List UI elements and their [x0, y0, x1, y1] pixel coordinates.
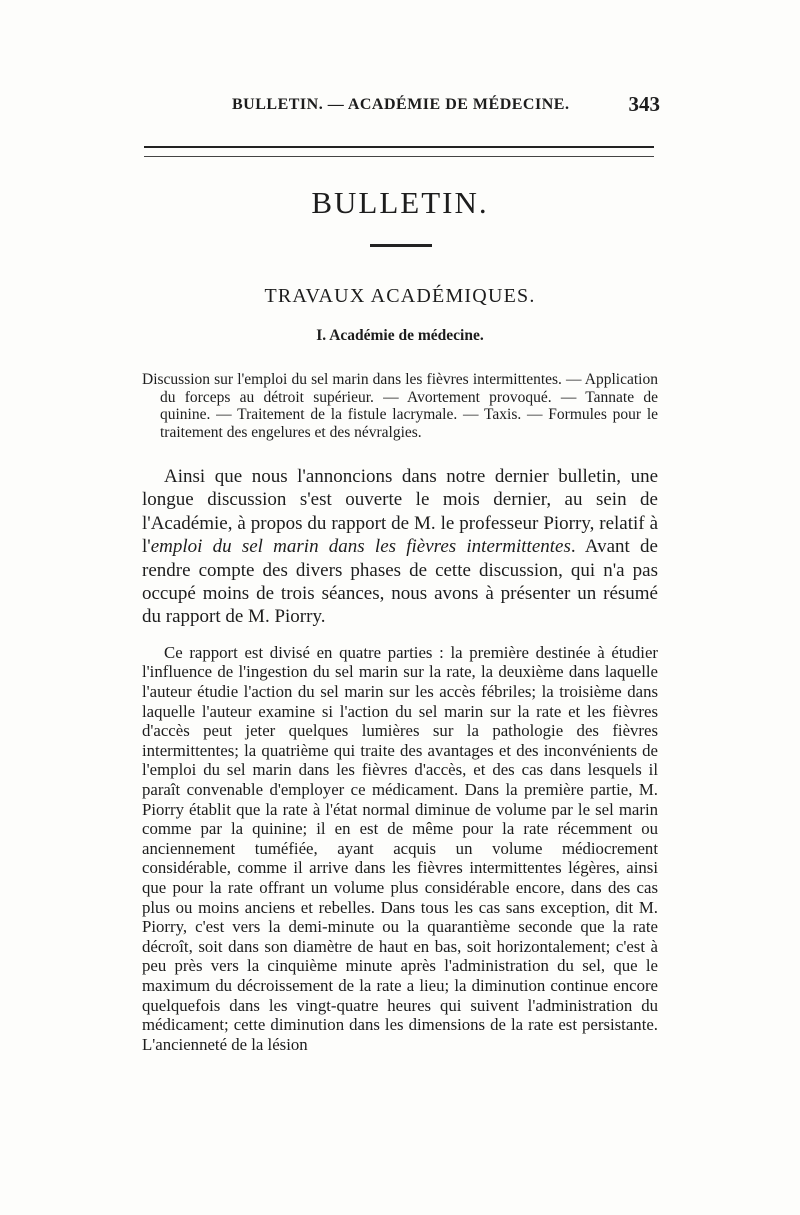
- body-text: [142, 465, 658, 1054]
- page-number: 343: [628, 92, 660, 116]
- subsection-title: I. Académie de médecine.: [316, 327, 484, 344]
- paragraph-1: [142, 465, 658, 629]
- paragraph-1-part-2: . Avant de rendre compte des divers phases de cette discussion, qui n'a pas occupé moins de trois séances, nous avons à présenter un résumé du rapport de M. Piorry.: [142, 536, 658, 628]
- summary-block: [142, 371, 658, 441]
- section-title: TRAVAUX ACADÉMIQUES.: [264, 285, 536, 307]
- title-rule: [370, 244, 432, 247]
- paragraph-2: Ce rapport est divisé en quatre parties : la première destinée à étudier l'influence de l'ingestion du sel marin sur la rate, la deuxième dans laquelle l'auteur étudie l'action du sel marin sur les accès fébriles; la troisième dans laquelle l'auteur examine si l'action du sel marin sur la rate et les fièvres d'accès peut jeter quelques lumières sur la pathologie des fièvres intermittentes; la quatrième qui traite des avantages et des inconvénients de l'emploi du sel marin dans les fièvres d'accès, et des cas dans lesquels il paraît convenable d'employer ce médicament. Dans la première partie, M. Piorry établit que la rate à l'état normal diminue de volume par le sel marin comme par la quinine; il en est de même pour la rate récemment ou anciennement tuméfiée, ayant acquis un volume médiocrement considérable, comme il arrive dans les fièvres intermittentes légères, ainsi que pour la rate offrant un volume plus considérable encore, dans des cas plus ou moins anciens et rebelles. Dans tous les cas sans exception, dit M. Piorry, c'est vers la demi-minute ou la quarantième seconde que la rate décroît, soit dans son diamètre de haut en bas, soit horizontalement; c'est à peu près vers la cinquième minute après l'administration du sel, que le maximum du décroissement de la rate a lieu; la diminution continue encore quelquefois dans les vingt-quatre heures qui suivent l'administration du médicament; cette diminution dans les dimensions de la rate est persistante. L'ancienneté de la lésion: [142, 642, 658, 1054]
- header-double-rule: [144, 146, 654, 157]
- paragraph-1-part-1: Ainsi que nous l'annoncions dans notre dernier bulletin, une longue discussion s'est ouverte le mois dernier, au sein de l'Académie, à propos du rapport de M. le professeur Piorry, relatif à l': [142, 466, 658, 558]
- page-title: BULLETIN.: [311, 185, 489, 220]
- paragraph-1-italic: emploi du sel marin dans les fièvres intermittentes: [150, 536, 571, 558]
- summary-text: Discussion sur l'emploi du sel marin dans les fièvres intermittentes. — Application du forceps au détroit supérieur. — Avortement provoqué. — Tannate de quinine. — Traitement de la fistule lacrymale. — Taxis. — Formules pour le traitement des engelures et des névralgies.: [142, 371, 658, 441]
- running-head: BULLETIN. — ACADÉMIE DE MÉDECINE.: [232, 96, 570, 113]
- page-header: [140, 92, 660, 126]
